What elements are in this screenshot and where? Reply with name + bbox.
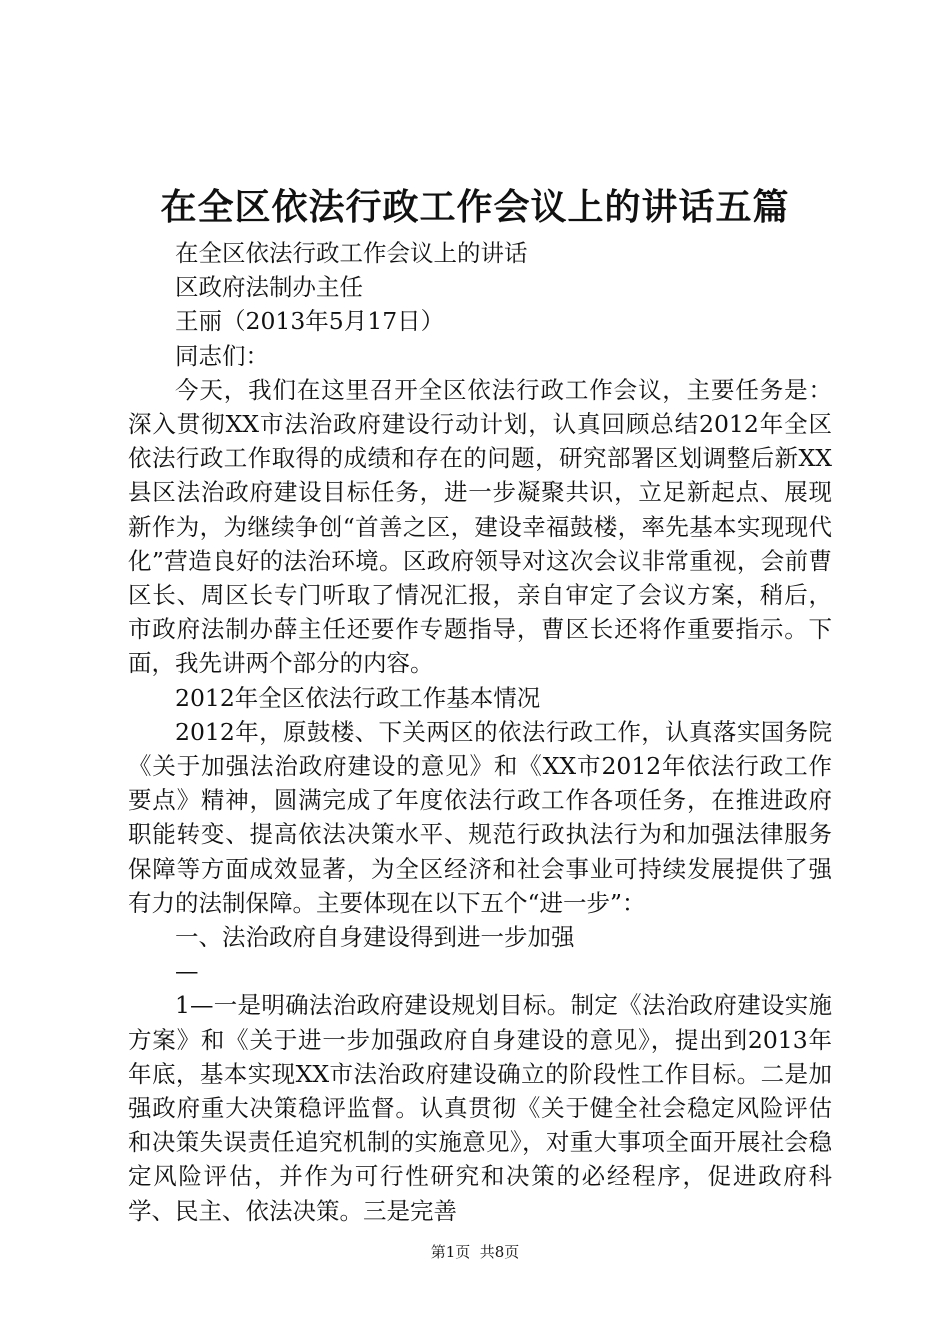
document-body xyxy=(128,236,832,1228)
detail-paragraph: 1—一是明确法治政府建设规划目标。制定《法治政府建设实施方案》和《关于进一步加强政府自身建设的意见》，提出到2013年年底，基本实现XX市法治政府建设确立的阶段性工作目标。二是加强政府重大决策稳评监督。认真贯彻《关于健全社会稳定风险评估和决策失误责任追究机制的实施意见》，对重大事项全面开展社会稳定风险评估，并作为可行性研究和决策的必经程序，促进政府科学、民主、依法决策。三是完善 xyxy=(128,991,832,1225)
subsection-heading: 一、法治政府自身建设得到进一步加强 xyxy=(175,923,575,952)
speaker-date-line: 王丽（2013年5月17日） xyxy=(175,307,445,336)
speech-title-line: 在全区依法行政工作会议上的讲话 xyxy=(175,239,528,267)
page-number-footer: 第1页 共8页 xyxy=(430,1243,520,1261)
overview-paragraph: 2012年，原鼓楼、下关两区的依法行政工作，认真落实国务院《关于加强法治政府建设的意见》和《XX市2012年依法行政工作要点》精神，圆满完成了年度依法行政工作各项任务，在推进政府职能转变、提高依法决策水平、规范行政执法行为和加强法律服务保障等方面成效显著，为全区经济和社会事业可持续发展提供了强有力的法制保障。主要体现在以下五个“进一步”： xyxy=(128,717,832,917)
opening-paragraph: 今天，我们在这里召开全区依法行政工作会议，主要任务是：深入贯彻XX市法治政府建设行动计划，认真回顾总结2012年全区依法行政工作取得的成绩和存在的问题，研究部署区划调整后新XX县区法治政府建设目标任务，进一步凝聚共识，立足新起点、展现新作为，为继续争创“首善之区，建设幸福鼓楼，率先基本实现现代化”营造良好的法治环境。区政府领导对这次会议非常重视，会前曹区长、周区长专门听取了情况汇报，亲自审定了会议方案，稍后，市政府法制办薛主任还要作专题指导，曹区长还将作重要指示。下面，我先讲两个部分的内容。 xyxy=(128,375,832,678)
document-title: 在全区依法行政工作会议上的讲话五篇 xyxy=(160,187,790,228)
salutation: 同志们： xyxy=(175,341,269,370)
speaker-position-line: 区政府法制办主任 xyxy=(175,273,363,302)
section-heading: 2012年全区依法行政工作基本情况 xyxy=(175,683,541,712)
dash-line: — xyxy=(175,957,199,986)
